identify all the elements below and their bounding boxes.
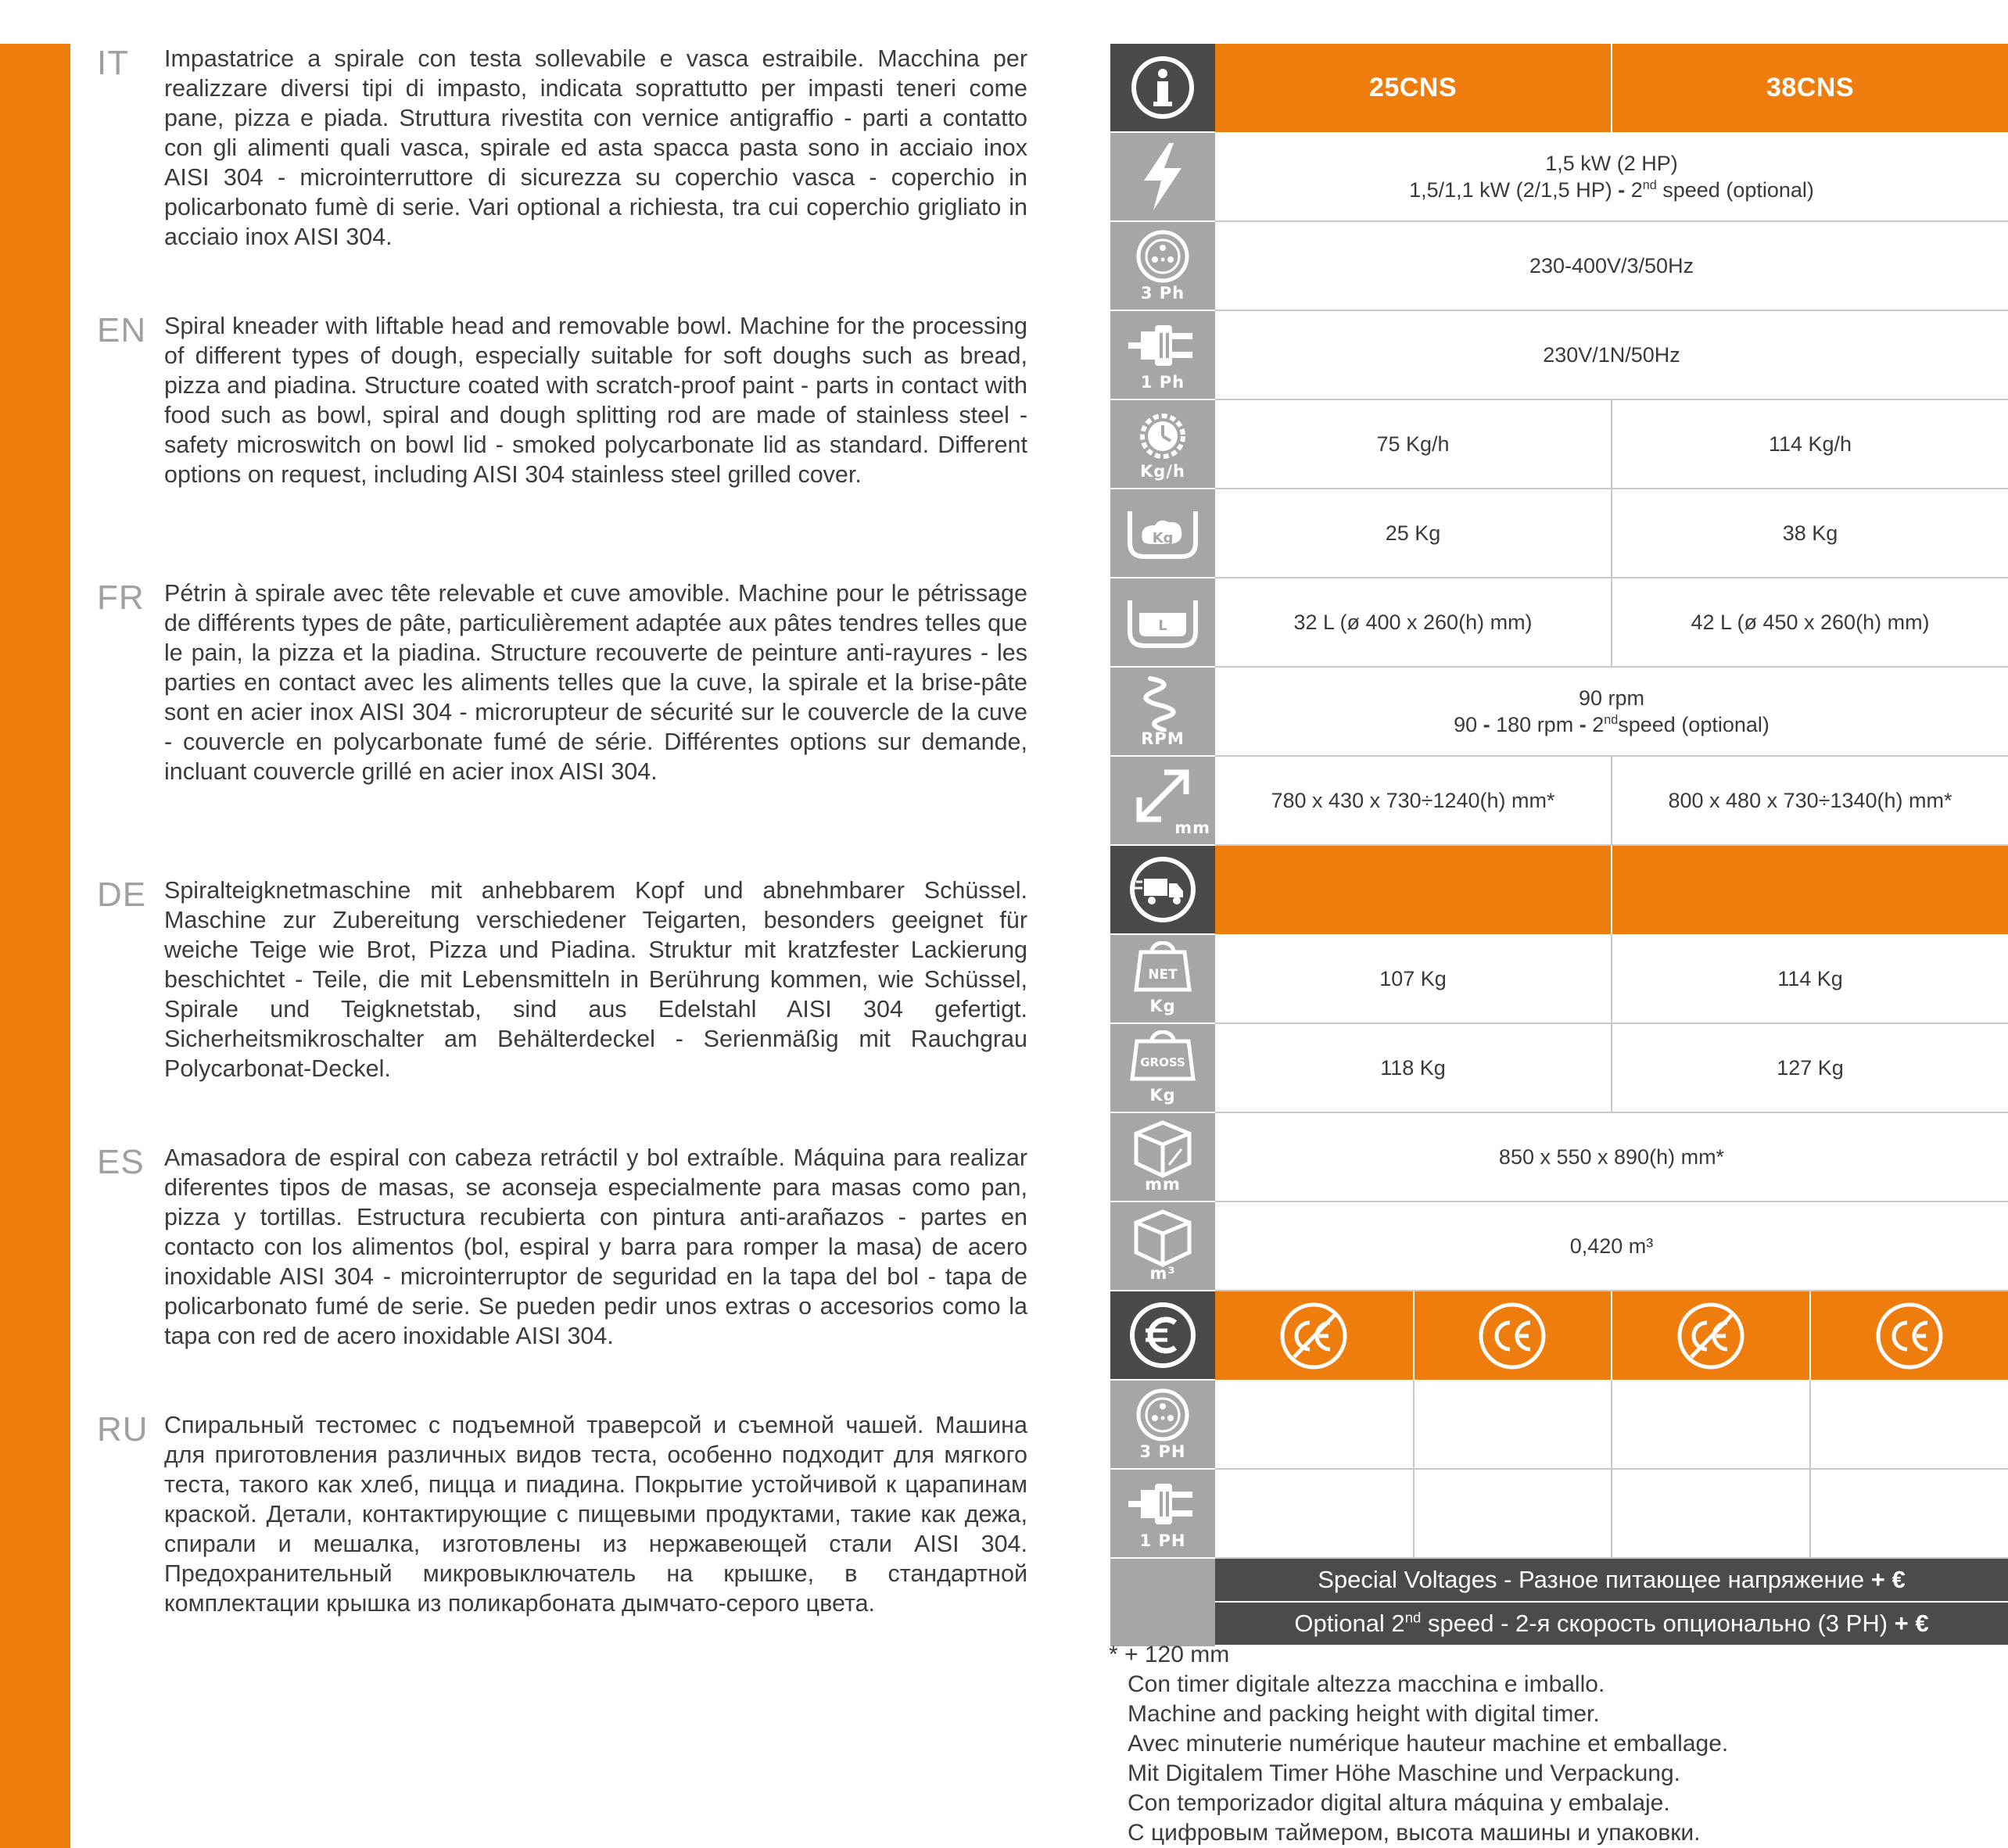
price-cell: [1414, 1469, 1612, 1558]
gross-weight-icon-cell: [1110, 1023, 1215, 1112]
bowl-38cns: 42 L (ø 450 x 260(h) mm): [1612, 578, 2008, 667]
optional-speed-text: Optional 2nd speed - 2-я скорость опционально (3 PH) + €: [1215, 1603, 2008, 1646]
info-icon: [1130, 55, 1196, 120]
shipping-38cns-header: [1612, 845, 2008, 934]
bowl-volume-icon: [1125, 594, 1200, 650]
footnote-marker: * + 120 mm: [1109, 1642, 1230, 1667]
three-phase-row: [1110, 221, 2008, 310]
delivery-truck-icon: [1128, 855, 1197, 924]
production-25cns: 75 Kg/h: [1215, 399, 1612, 489]
dough-bowl-label: Kg: [1152, 530, 1174, 546]
lang-text: Pétrin à spirale avec tête relevable et cuve amovible. Machine pour le pétrissage de différents types de pâte, particulièrement adaptée aux pâtes tendres telles que le pain, la pizza et la piadina. Structure recouverte de peinture anti-rayures - les parties en contact avec les aliments telles que la cuve, la spirale et la brise-pâte sont en acier inox AISI 304 - microrupteur de sécurité sur le couvercle de la cuve - couvercle en polycarbonate fumé de série. Différentes options sur demande, incluant couvercle grillé en acier inox AISI 304.: [164, 580, 1027, 785]
three-phase-socket-icon: [1135, 1387, 1191, 1443]
net-weight-38cns: 114 Kg: [1612, 934, 2008, 1023]
dimensions-row: [1110, 756, 2008, 845]
power-row: [1110, 132, 2008, 221]
three-phase-caption: 3 Ph: [1140, 284, 1185, 303]
shipping-25cns-header: [1215, 845, 1612, 934]
price-3ph-row: [1110, 1380, 2008, 1469]
three-phase-value: 230-400V/3/50Hz: [1215, 221, 2008, 310]
spec-table: [1110, 44, 2008, 1559]
lang-code: DE: [97, 876, 147, 914]
lang-text: Spiral kneader with liftable head and removable bowl. Machine for the processing of different types of dough, especially suitable for soft doughs such as bread, pizza and piadina. Structure coated with scratch-proof paint - parts in contact with food such as bowl, spiral and dough splitting rod are made of stainless steel - safety microswitch on bowl lid - smoked polycarbonate lid as standard. Different options on request, including AISI 304 stainless steel grilled cover.: [164, 313, 1027, 488]
lang-code: RU: [97, 1410, 149, 1449]
lang-code: FR: [97, 578, 145, 617]
lang-text: Amasadora de espiral con cabeza retráctil y bol extraíble. Máquina para realizar diferentes tipos de masas, se aconseja especialmente para masas como pan, pizza y tortillas. Estructura recubierta con pintura anti-arañazos - partes en contacto con los alimentos (bol, espiral y barra para romper la masa) de acero inoxidable AISI 304 - microinterruptor de seguridad en la tapa del bol - tapa de policarbonato fumé de serie. Se pueden pedir unos extras o accesorios como la tapa con red de acero inoxidable AISI 304.: [164, 1144, 1027, 1349]
price-1ph-row: [1110, 1469, 2008, 1558]
no-ce-icon: [1278, 1301, 1349, 1371]
speed-icon-cell: [1110, 667, 1215, 756]
price-cell: [1810, 1469, 2008, 1558]
gross-weight-icon: [1129, 1030, 1196, 1082]
special-voltages-bar: [1110, 1559, 2008, 1603]
net-weight-caption: Kg: [1149, 997, 1176, 1015]
footnote-line: Avec minuterie numérique hauteur machine et emballage.: [1128, 1731, 1729, 1757]
bowl-25cns: 32 L (ø 400 x 260(h) mm): [1215, 578, 1612, 667]
net-weight-25cns: 107 Kg: [1215, 934, 1612, 1023]
lang-code: IT: [97, 44, 130, 82]
bowl-icon-cell: [1110, 578, 1215, 667]
ce-icon: [1874, 1301, 1945, 1371]
dimensions-25cns: 780 x 430 x 730÷1240(h) mm*: [1215, 756, 1612, 845]
gross-weight-38cns: 127 Kg: [1612, 1023, 2008, 1112]
volume-value: 0,420 m³: [1215, 1202, 2008, 1291]
orange-side-bar: [0, 44, 70, 1848]
model-38cns-header: 38CNS: [1612, 44, 2008, 132]
footnote-line: Con temporizador digital altura máquina y embalaje.: [1128, 1790, 1670, 1816]
price-3ph-icon-cell: [1110, 1380, 1215, 1469]
production-caption: Kg/h: [1140, 462, 1185, 481]
three-phase-icon-cell: [1110, 221, 1215, 310]
net-weight-icon-cell: [1110, 934, 1215, 1023]
volume-caption: m³: [1149, 1264, 1176, 1283]
footnote: [1109, 1640, 1728, 1848]
price-cell: [1215, 1380, 1414, 1469]
speed-row: [1110, 667, 2008, 756]
dimensions-icon-cell: [1110, 756, 1215, 845]
bowl-row: [1110, 578, 2008, 667]
single-phase-caption: 1 Ph: [1140, 373, 1185, 392]
no-ce-mark-38cns: [1612, 1291, 1810, 1380]
net-weight-label: NET: [1148, 967, 1178, 983]
dimensions-38cns: 800 x 480 x 730÷1340(h) mm*: [1612, 756, 2008, 845]
gross-weight-caption: Kg: [1149, 1086, 1176, 1105]
footnote-line: Machine and packing height with digital timer.: [1128, 1701, 1600, 1727]
truck-icon-cell: [1110, 845, 1215, 934]
production-38cns: 114 Kg/h: [1612, 399, 2008, 489]
info-icon-cell: [1110, 44, 1215, 132]
plug-icon: [1125, 317, 1200, 374]
volume-icon-cell: [1110, 1202, 1215, 1291]
special-voltages-text: Special Voltages - Разное питающее напряжение + €: [1215, 1559, 2008, 1603]
euro-icon: [1128, 1301, 1197, 1370]
volume-row: [1110, 1202, 2008, 1291]
price-cell: [1612, 1469, 1810, 1558]
lang-text: Spiralteigknetmaschine mit anhebbarem Kopf und abnehmbarer Schüssel. Maschine zur Zubereitung verschiedener Teigarten, besonders geeignet für weiche Teige wie Brot, Pizza und Piadina. Struktur mit kratzfester Lackierung beschichtet - Teile, die mit Lebensmitteln in Berührung kommen, wie Schüssel, Spirale und Teigknetstab, sind aus Edelstahl AISI 304 gefertigt. Sicherheitsmikroschalter am Behälterdeckel - Serienmäßig mit Rauchgrau Polycarbonat-Deckel.: [164, 877, 1027, 1082]
packing-dimensions-icon-cell: [1110, 1112, 1215, 1202]
footnote-line: Con timer digitale altezza macchina e imballo.: [1128, 1671, 1605, 1697]
ce-mark-38cns: [1810, 1291, 2008, 1380]
production-icon-cell: [1110, 399, 1215, 489]
plug-icon: [1125, 1476, 1200, 1532]
model-header-row: [1110, 44, 2008, 132]
bowl-label: L: [1158, 618, 1167, 634]
price-cell: [1612, 1380, 1810, 1469]
gross-weight-25cns: 118 Kg: [1215, 1023, 1612, 1112]
dimensions-caption: mm: [1174, 818, 1210, 837]
box-dimensions-icon: [1131, 1119, 1194, 1179]
speed-caption: RPM: [1141, 729, 1185, 748]
price-header-row: [1110, 1291, 2008, 1380]
capacity-25cns: 25 Kg: [1215, 489, 1612, 578]
price-cell: [1414, 1380, 1612, 1469]
spiral-rpm-icon: [1139, 674, 1186, 732]
footnote-line: Mit Digitalem Timer Höhe Maschine und Verpackung.: [1128, 1760, 1680, 1786]
model-25cns-header: 25CNS: [1215, 44, 1612, 132]
shipping-header-row: [1110, 845, 2008, 934]
power-icon-cell: [1110, 132, 1215, 221]
dough-bowl-kg-icon: [1125, 505, 1200, 561]
euro-icon-cell: [1110, 1291, 1215, 1380]
footnote-line: С цифровым таймером, высота машины и упаковки.: [1128, 1820, 1701, 1846]
lang-text: Спиральный тестомес с подъемной траверсой и съемной чашей. Машина для приготовления различных видов теста, особенно подходит для мягкого теста, такого как хлеб, пицца и пиадина. Покрытие устойчивой к царапинам краской. Детали, контактирующие с пищевыми продуктами, такие как дежа, спирали и мешалка, изготовлены из нержавеющей стали AISI 304. Предохранительный микровыключатель на крышке, в стандартной комплектации крышка из поликарбоната дымчато-серого цвета.: [164, 1412, 1027, 1617]
price-cell: [1810, 1380, 2008, 1469]
price-cell: [1215, 1469, 1414, 1558]
gear-clock-icon: [1133, 406, 1192, 466]
price-3ph-caption: 3 PH: [1139, 1442, 1186, 1461]
single-phase-icon-cell: [1110, 310, 1215, 399]
net-weight-row: [1110, 934, 2008, 1023]
net-weight-icon: [1133, 941, 1192, 993]
ce-mark-25cns: [1414, 1291, 1612, 1380]
gross-weight-label: GROSS: [1140, 1055, 1185, 1069]
lang-text: Impastatrice a spirale con testa sollevabile e vasca estraibile. Macchina per realizzare diversi tipi di impasto, indicata soprattutto per impasti teneri come pane, pizza e piada. Struttura rivestita con vernice antigraffio - parti a contatto con gli alimenti quali vasca, spirale ed asta spacca pasta sono in acciaio inox AISI 304 - microinterruttore di sicurezza su coperchio vasca - coperchio in policarbonato fumè di serie. Vari optional a richiesta, tra cui coperchio grigliato in acciaio inox AISI 304.: [164, 45, 1027, 250]
spec-table-panel: [1110, 44, 2008, 1646]
capacity-38cns: 38 Kg: [1612, 489, 2008, 578]
packing-dimensions-value: 850 x 550 x 890(h) mm*: [1215, 1112, 2008, 1202]
box-volume-icon: [1131, 1209, 1194, 1268]
ce-icon: [1477, 1301, 1547, 1371]
speed-value: 90 rpm 90 - 180 rpm - 2ndspeed (optional): [1215, 667, 2008, 756]
capacity-row: [1110, 489, 2008, 578]
capacity-icon-cell: [1110, 489, 1215, 578]
packing-dimensions-row: [1110, 1112, 2008, 1202]
single-phase-value: 230V/1N/50Hz: [1215, 310, 2008, 399]
production-row: [1110, 399, 2008, 489]
single-phase-row: [1110, 310, 2008, 399]
lightning-icon: [1139, 141, 1186, 212]
lang-code: EN: [97, 311, 147, 349]
no-ce-icon: [1676, 1301, 1746, 1371]
gross-weight-row: [1110, 1023, 2008, 1112]
no-ce-mark-25cns: [1215, 1291, 1414, 1380]
price-1ph-icon-cell: [1110, 1469, 1215, 1558]
packing-dimensions-caption: mm: [1145, 1175, 1181, 1194]
power-value: 1,5 kW (2 HP) 1,5/1,1 kW (2/1,5 HP) - 2nd speed (optional): [1215, 132, 2008, 221]
price-1ph-caption: 1 PH: [1139, 1531, 1186, 1550]
lang-code: ES: [97, 1143, 145, 1181]
three-phase-socket-icon: [1135, 228, 1191, 285]
